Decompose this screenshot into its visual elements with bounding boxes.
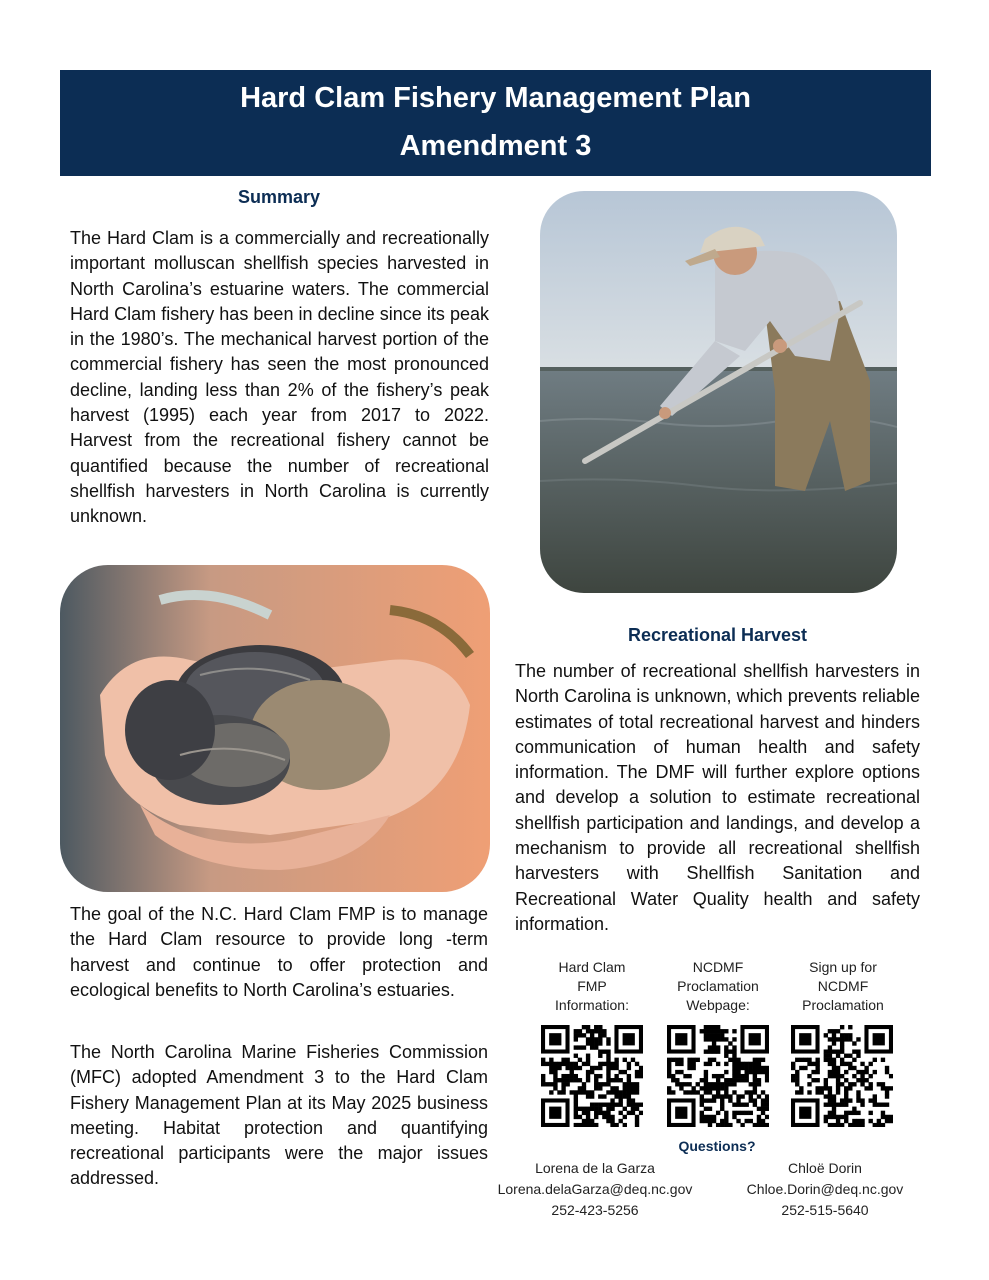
contact-2	[730, 1158, 920, 1221]
contact-1	[495, 1158, 695, 1221]
qr-pattern	[791, 1025, 893, 1127]
qr-label-signup: Sign up for NCDMF Proclamation	[802, 959, 884, 1013]
clams-in-hands-art	[60, 565, 490, 892]
contact-1-phone: 252-423-5256	[551, 1202, 639, 1218]
qr-label-fmp: Hard Clam FMP Information:	[555, 959, 629, 1013]
qr-code-signup[interactable]	[791, 1025, 893, 1127]
qr-pattern	[541, 1025, 643, 1127]
qr-code-proclamation[interactable]	[667, 1025, 769, 1127]
page-title: Hard Clam Fishery Management Plan	[240, 82, 751, 114]
adoption-text: The North Carolina Marine Fisheries Commission (MFC) adopted Amendment 3 to the Hard Clam Fishery Management Plan at its May 2025 business meeting. Habitat protection and quantifying recreational participants were the major issues addressed.	[70, 1042, 488, 1189]
summary-text: The Hard Clam is a commercially and recreationally important molluscan shellfish species harvested in North Carolina’s estuarine waters. The commercial Hard Clam fishery has been in decline since its peak in the 1980’s. The mechanical harvest portion of the commercial fishery has seen the most pronounced decline, landing less than 2% of the fishery’s peak harvest (1995) each year from 2017 to 2022. Harvest from the recreational fishery cannot be quantified because the number of recreational shellfish harvesters in North Carolina is currently unknown.	[70, 228, 489, 527]
contact-2-name: Chloë Dorin	[788, 1160, 862, 1176]
qr-pattern	[667, 1025, 769, 1127]
goal-text: The goal of the N.C. Hard Clam FMP is to manage the Hard Clam resource to provide long -term harvest and continue to offer protection and ecological benefits to North Carolina’s estuaries.	[70, 904, 488, 1000]
recreational-text: The number of recreational shellfish harvesters in North Carolina is unknown, which prevents reliable estimates of total recreational harvest and hinders communication of human health and safety information. The DMF will further explore options and develop a solution to estimate recreational shellfish participation and landings, and develop a mechanism to provide all recreational shellfish harvesters with Shellfish Sanitation and Recreational Water Quality health and safety information.	[515, 661, 920, 934]
contact-2-phone: 252-515-5640	[781, 1202, 869, 1218]
page-subtitle: Amendment 3	[399, 130, 592, 162]
recreational-heading: Recreational Harvest	[627, 625, 808, 645]
title-banner	[60, 70, 931, 176]
questions-heading: Questions?	[678, 1138, 756, 1154]
contact-2-email[interactable]: Chloe.Dorin@deq.nc.gov	[746, 1181, 904, 1197]
qr-code-fmp[interactable]	[541, 1025, 643, 1127]
clams-in-hands-photo	[60, 565, 490, 892]
summary-heading: Summary	[237, 187, 321, 207]
contact-1-name: Lorena de la Garza	[535, 1160, 655, 1176]
clammer-photo-art	[540, 191, 897, 593]
contact-1-email[interactable]: Lorena.delaGarza@deq.nc.gov	[497, 1181, 693, 1197]
qr-label-proclamation: NCDMF Proclamation Webpage:	[677, 959, 759, 1013]
clammer-photo	[540, 191, 897, 593]
